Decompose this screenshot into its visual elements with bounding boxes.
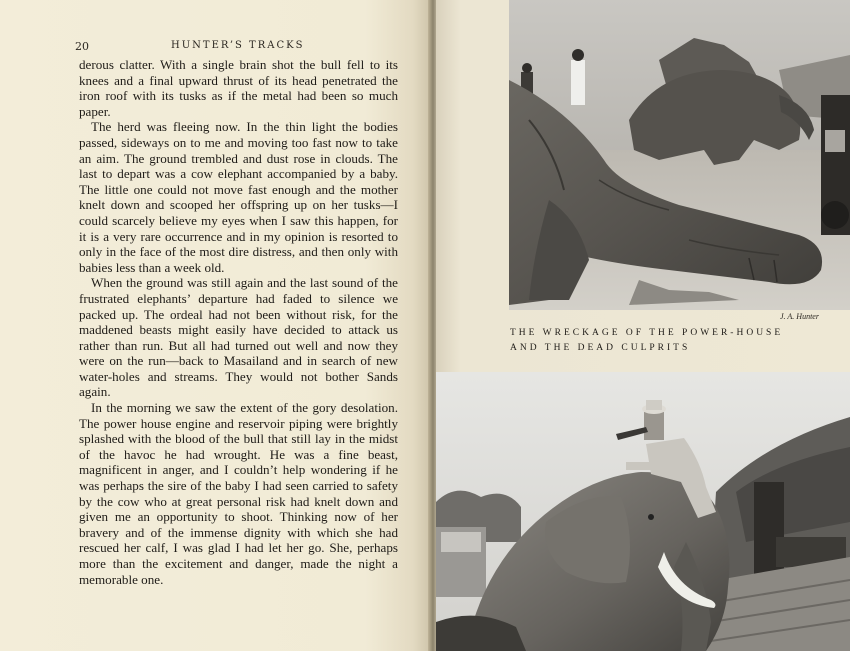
paragraph: derous clatter. With a single brain shot the bull fell to its knees and a final upward thrust of its head penetrated the iron roof with its tusks as if the metal had been so much paper.: [79, 57, 398, 119]
wreckage-photo-image: [509, 0, 850, 310]
photo-credit: J. A. Hunter: [780, 312, 819, 321]
running-head: [75, 40, 395, 54]
photo-caption: [510, 326, 810, 356]
caption-line: THE WRECKAGE OF THE POWER-HOUSE: [510, 328, 784, 338]
wreckage-photo: [509, 0, 850, 310]
paragraph: The herd was fleeing now. In the thin light the bodies passed, sideways on to me and moving too fast now to take an aim. The ground trembled and dust rose in clouds. The last to depart was a cow elephant accompanied by a baby. The little one could not move fast enough and the mother knelt down and scooped her offspring up on her tusks—I could scarcely believe my eyes when I saw this happen, for it is a very rare occurrence and in my opinion is resorted to only in the face of the most dire distress, and then only with babies less than a week old.: [79, 119, 398, 275]
paragraph: When the ground was still again and the last sound of the frustrated elephants’ departure had faded to silence we packed up. The ordeal had not been without risk, for the maddened beasts might easily have decided to attack us rather than run. But all had turned out well and now they were on the run—back to Masailand and in search of new water-holes and streams. They would not bother Sands again.: [79, 275, 398, 400]
caption-line: AND THE DEAD CULPRITS: [510, 343, 691, 353]
body-text: [79, 57, 398, 587]
hunter-on-elephant-photo: [436, 372, 850, 651]
page-number: 20: [75, 40, 89, 53]
paragraph: In the morning we saw the extent of the gory desolation. The power house engine and reservoir piping were brightly splashed with the blood of the bull that still lay in the midst of the havoc he had wrought. He was a fine beast, magnificent in anger, and I couldn’t help wondering if he was perhaps the sire of the baby I had seen carried to safety by the cow who at great personal risk had knelt down and given me an opportunity to shoot. Thinking now of her bravery and of the immense dignity with which she had rescued her calf, I was glad I had let her go. She, perhaps more than the excitement and danger, made the night a memorable one.: [79, 400, 398, 587]
running-title: HUNTER’S TRACKS: [171, 40, 305, 51]
hunter-on-elephant-photo-image: [436, 372, 850, 651]
